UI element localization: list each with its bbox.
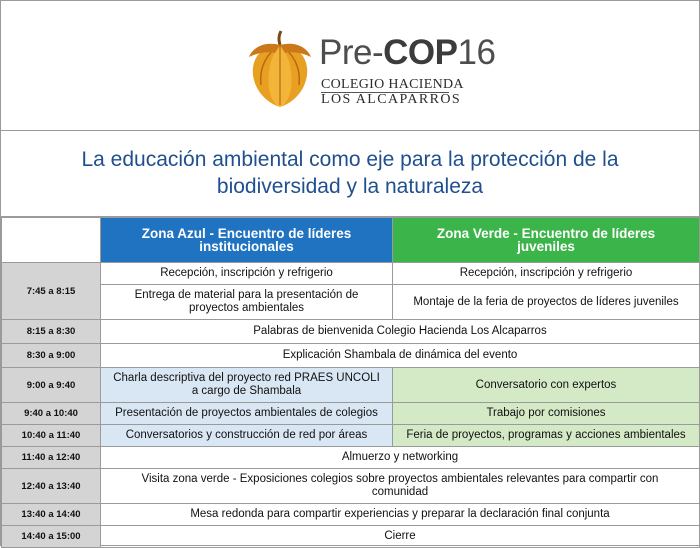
zone-blue-cell: Recepción, inscripción y refrigerio [101, 263, 393, 285]
zone-blue-cell: Conversatorios y construcción de red por áreas [101, 425, 393, 447]
time-cell: 8:30 a 9:00 [2, 344, 101, 368]
logo-line-1: COLEGIO HACIENDA [321, 77, 464, 92]
logo-name-prefix: Pre- [319, 33, 384, 72]
zone-green-line-2: juveniles [517, 239, 575, 254]
cell-line: proyectos ambientales [188, 302, 305, 314]
time-cell: 8:15 a 8:30 [2, 320, 101, 344]
zone-blue-cell [101, 285, 393, 320]
cell-line: Entrega de material para la presentación de [134, 289, 359, 301]
time-cell: 12:40 a 13:40 [2, 469, 101, 504]
page-title [1, 131, 699, 217]
cell-line: comunidad [371, 486, 429, 498]
table-row [2, 526, 700, 548]
plenary-cell: Palabras de bienvenida Colegio Hacienda Los Alcaparros [101, 320, 700, 344]
cell-line: Charla descriptiva del proyecto red PRAES UNCOLI [113, 372, 380, 384]
zone-blue-line-2: institucionales [199, 239, 294, 254]
table-row [2, 469, 700, 504]
zone-blue-cell [101, 368, 393, 403]
zone-green-cell: Feria de proyectos, programas y acciones ambientales [393, 425, 700, 447]
page-title-line-1: La educación ambiental como eje para la protección de la [81, 148, 619, 171]
zone-blue-cell: Presentación de proyectos ambientales de colegios [101, 403, 393, 425]
plenary-cell: Mesa redonda para compartir experiencias y preparar la declaración final conjunta [101, 504, 700, 526]
table-row [2, 368, 700, 403]
table-row [2, 447, 700, 469]
time-cell: 9:00 a 9:40 [2, 368, 101, 403]
cape-gooseberry-logo-icon [245, 27, 315, 109]
logo-name-strong: COP [383, 33, 458, 72]
zone-green-cell: Montaje de la feria de proyectos de líderes juveniles [393, 285, 700, 320]
plenary-cell [101, 469, 700, 504]
time-cell: 13:40 a 14:40 [2, 504, 101, 526]
zone-blue-header [101, 218, 393, 263]
zone-blue-line-1: Zona Azul - Encuentro de líderes [141, 226, 352, 241]
logo-wordmark [319, 33, 495, 73]
time-cell: 7:45 a 8:15 [2, 263, 101, 320]
time-cell: 10:40 a 11:40 [2, 425, 101, 447]
zone-green-header [393, 218, 700, 263]
logo-line-2: LOS ALCAPARROS [321, 92, 462, 107]
time-cell: 14:40 a 15:00 [2, 526, 101, 548]
logo-name-suffix: 16 [457, 33, 496, 72]
zone-green-cell: Conversatorio con expertos [393, 368, 700, 403]
plenary-cell: Explicación Shambala de dinámica del evento [101, 344, 700, 368]
cell-line: a cargo de Shambala [191, 385, 302, 397]
plenary-cell: Cierre [101, 526, 700, 548]
table-row [2, 320, 700, 344]
table-row [2, 344, 700, 368]
table-row [2, 504, 700, 526]
time-cell: 11:40 a 12:40 [2, 447, 101, 469]
zone-green-cell: Recepción, inscripción y refrigerio [393, 263, 700, 285]
page-title-line-2: biodiversidad y la naturaleza [216, 175, 484, 198]
corner-cell [2, 218, 101, 263]
zone-green-cell: Trabajo por comisiones [393, 403, 700, 425]
zone-green-line-1: Zona Verde - Encuentro de líderes [436, 226, 656, 241]
table-row [2, 425, 700, 447]
table-row [2, 403, 700, 425]
schedule-table [1, 217, 700, 548]
time-cell: 9:40 a 10:40 [2, 403, 101, 425]
logo-header [1, 1, 699, 131]
cell-line: Visita zona verde - Exposiciones colegios sobre proyectos ambientales relevantes para compartir con [141, 473, 659, 485]
zone-header-row [2, 218, 700, 263]
table-row [2, 285, 700, 320]
plenary-cell: Almuerzo y networking [101, 447, 700, 469]
table-row [2, 263, 700, 285]
